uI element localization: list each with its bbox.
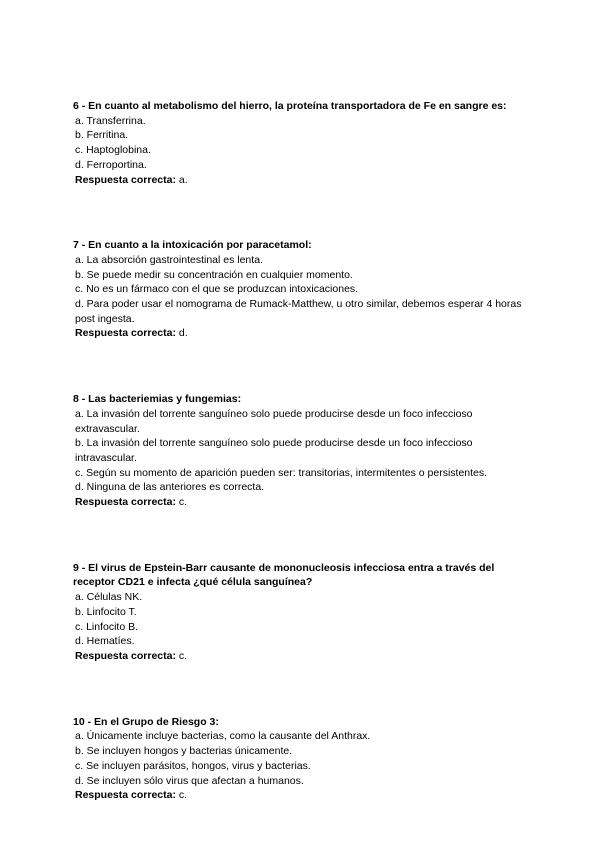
answer-value: c. bbox=[178, 649, 188, 662]
option-b: b. Linfocito T. bbox=[75, 605, 137, 618]
answer-label: Respuesta correcta: bbox=[75, 649, 176, 662]
answer-label: Respuesta correcta: bbox=[75, 327, 176, 340]
question-title: 7 - En cuanto a la intoxicación por paracetamol: bbox=[73, 239, 312, 252]
option-a: a. Células NK. bbox=[75, 591, 143, 604]
question-title: 8 - Las bacteriemias y fungemias: bbox=[73, 393, 242, 406]
option-c: c. Linfocito B. bbox=[75, 620, 139, 633]
document-page bbox=[73, 99, 533, 803]
option-c: c. Haptoglobina. bbox=[75, 144, 151, 157]
option-b: b. La invasión del torrente sanguíneo solo puede producirse desde un foco infeccioso intravascular. bbox=[75, 437, 473, 464]
question-8 bbox=[73, 392, 533, 510]
answer-label: Respuesta correcta: bbox=[75, 789, 176, 802]
question-title: 6 - En cuanto al metabolismo del hierro, la proteína transportadora de Fe en sangre es: bbox=[73, 100, 507, 112]
question-6 bbox=[73, 99, 533, 187]
answer-value: c. bbox=[178, 789, 188, 802]
option-d: d. Ninguna de las anteriores es correcta. bbox=[75, 481, 265, 494]
question-7 bbox=[73, 238, 533, 341]
option-a: a. Únicamente incluye bacterias, como la causante del Anthrax. bbox=[75, 730, 371, 743]
question-9 bbox=[73, 561, 533, 664]
option-a: a. Transferrina. bbox=[75, 114, 146, 127]
option-c: c. No es un fármaco con el que se produzcan intoxicaciones. bbox=[75, 283, 359, 296]
question-title: 9 - El virus de Epstein-Barr causante de mononucleosis infecciosa entra a través del receptor CD21 e infecta ¿qué célula sanguínea? bbox=[73, 561, 495, 589]
correct-answer bbox=[73, 788, 533, 803]
answer-label: Respuesta correcta: bbox=[75, 173, 176, 186]
question-10 bbox=[73, 715, 533, 803]
option-c: c. Se incluyen parásitos, hongos, virus y bacterias. bbox=[75, 759, 311, 772]
correct-answer bbox=[73, 326, 533, 341]
option-d: d. Para poder usar el nomograma de Rumack-Matthew, u otro similar, debemos esperar 4 horas post ingesta. bbox=[75, 298, 522, 325]
answer-value: a. bbox=[178, 173, 188, 186]
option-b: b. Se puede medir su concentración en cualquier momento. bbox=[75, 268, 353, 281]
correct-answer bbox=[73, 649, 533, 664]
option-d: d. Hematíes. bbox=[75, 635, 135, 648]
option-d: d. Ferroportina. bbox=[75, 158, 147, 171]
option-b: b. Se incluyen hongos y bacterias únicamente. bbox=[75, 745, 293, 758]
option-d: d. Se incluyen sólo virus que afectan a humanos. bbox=[75, 774, 304, 787]
answer-value: d. bbox=[178, 327, 188, 340]
answer-label: Respuesta correcta: bbox=[75, 496, 176, 509]
option-c: c. Según su momento de aparición pueden ser: transitorias, intermitentes o persistentes. bbox=[75, 466, 488, 479]
option-a: a. La invasión del torrente sanguíneo solo puede producirse desde un foco infeccioso extravascular. bbox=[75, 407, 473, 435]
option-a: a. La absorción gastrointestinal es lenta. bbox=[75, 253, 263, 266]
question-title: 10 - En el Grupo de Riesgo 3: bbox=[73, 715, 219, 728]
correct-answer bbox=[73, 495, 533, 510]
correct-answer bbox=[73, 173, 533, 188]
option-b: b. Ferritina. bbox=[75, 129, 129, 142]
answer-value: c. bbox=[178, 496, 188, 509]
